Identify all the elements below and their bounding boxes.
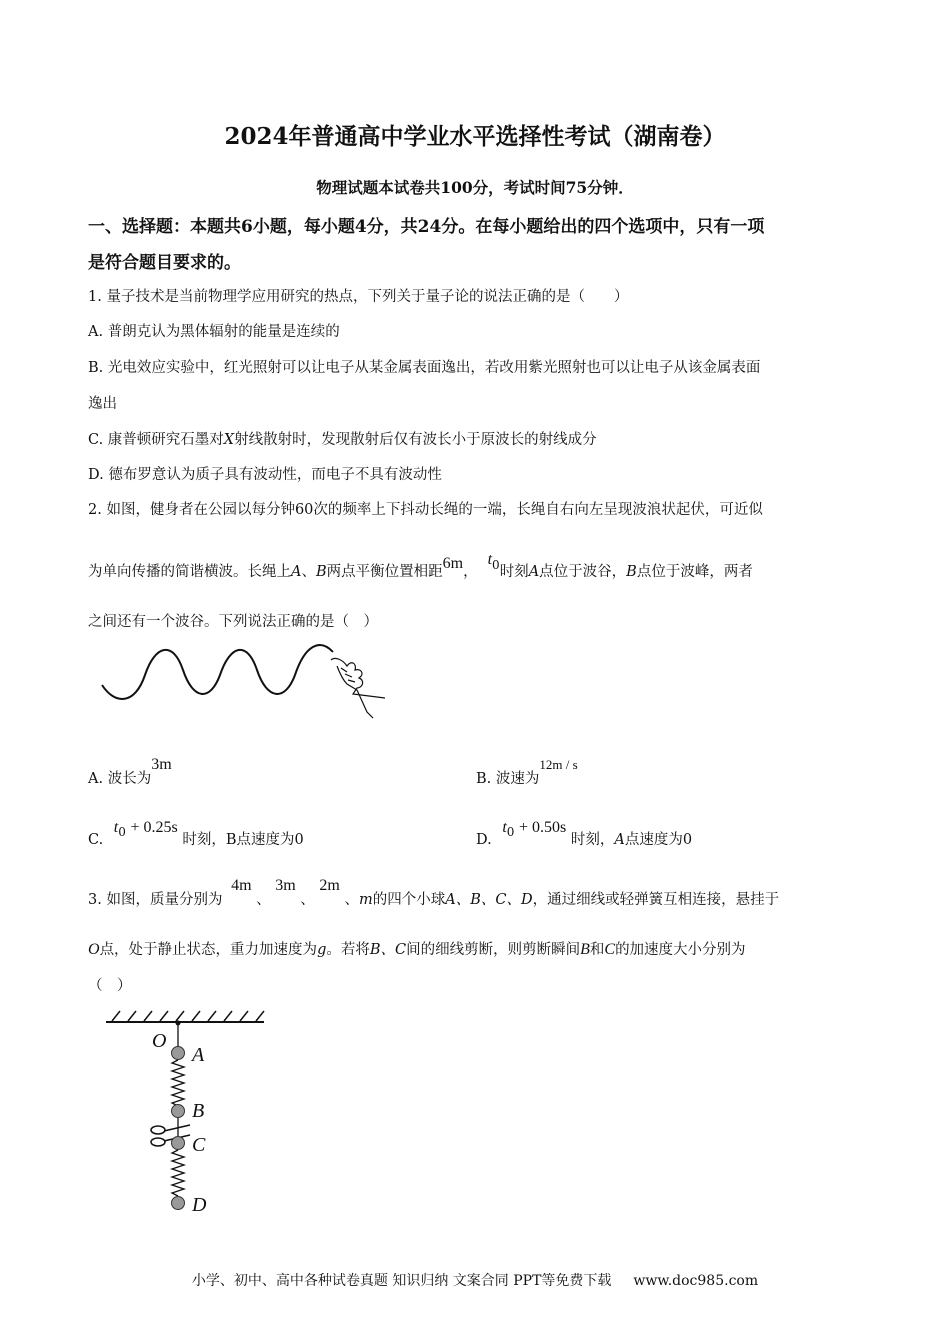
q1-option-d: D. 德布罗意认为质子具有波动性，而电子不具有波动性: [88, 467, 442, 483]
hand-icon: [331, 658, 385, 718]
label-c: C: [192, 1134, 206, 1156]
q1-stem: 1. 量子技术是当前物理学应用研究的热点，下列关于量子论的说法正确的是（ ）: [88, 289, 629, 305]
q2-option-a: A. 波长为3m: [88, 756, 172, 787]
spring-ball-figure: [100, 1005, 280, 1220]
q1-option-a: A. 普朗克认为黑体辐射的能量是连续的: [88, 324, 340, 340]
footer-text: 小学、初中、高中各种试卷真题 知识归纳 文案合同 PPT等免费下载: [191, 1273, 612, 1289]
q1-option-b-line2: 逸出: [88, 396, 117, 412]
q3-stem-line2: O点，处于静止状态，重力加速度为g。若将B、C间的细线剪断，则剪断瞬间B和C的加速度大小分别为: [88, 941, 746, 958]
exam-info: 物理试题本试卷共100分，考试时间75分钟．: [316, 178, 634, 197]
label-o: O: [152, 1030, 167, 1052]
footer: [0, 1270, 950, 1290]
label-a: A: [192, 1044, 205, 1066]
q1-option-c: C. 康普顿研究石墨对X射线散射时，发现散射后仅有波长小于原波长的射线成分: [88, 432, 597, 448]
footer-link[interactable]: www.doc985.com: [633, 1273, 759, 1289]
q2-option-d: D. $t^0 + 0.50s$ 时刻，A点速度为0: [476, 819, 693, 848]
q2-option-c: C. $t^0 + 0.25s$ 时刻，B点速度为0: [88, 819, 304, 848]
rope-wave: [102, 645, 333, 699]
q2-stem-line3: 之间还有一个波谷。下列说法正确的是（ ）: [88, 614, 378, 630]
ball-c: [172, 1137, 185, 1150]
ball-b: [172, 1105, 185, 1118]
spring-cd: [172, 1150, 184, 1196]
q1-option-b-line1: B. 光电效应实验中，红光照射可以让电子从某金属表面逸出，若改用紫光照射也可以让电子从该金属表面: [88, 360, 761, 376]
q3-stem-line1: 3. 如图，质量分别为 4m 、 3m 、 2m 、m的四个小球A、B、C、D，通过细线或轻弹簧互相连接，悬挂于: [88, 877, 780, 908]
q3-stem-line3: （ ）: [88, 978, 132, 994]
spring-ab: [172, 1060, 184, 1106]
ceiling: [106, 1011, 264, 1022]
ball-a: [172, 1047, 185, 1060]
ball-d: [172, 1197, 185, 1210]
label-b: B: [192, 1100, 205, 1122]
page-title: 2024年普通高中学业水平选择性考试（湖南卷）: [224, 123, 726, 150]
label-d: D: [192, 1194, 207, 1216]
section-heading-line1: 一、选择题：本题共6小题，每小题4分，共24分。在每小题给出的四个选项中，只有一项: [88, 217, 765, 237]
q2-option-b: B. 波速为12m / s: [476, 757, 578, 787]
q2-stem-line1: 2. 如图，健身者在公园以每分钟60次的频率上下抖动长绳的一端，长绳自右向左呈现波浪状起伏，可近似: [88, 502, 763, 518]
section-heading-line2: 是符合题目要求的。: [88, 253, 241, 273]
wave-figure: [95, 630, 395, 725]
q2-stem-line2: 为单向传播的简谐横波。长绳上A、B两点平衡位置相距6m，$t^0$时刻A点位于波谷，B点位于波峰，两者: [88, 551, 753, 580]
